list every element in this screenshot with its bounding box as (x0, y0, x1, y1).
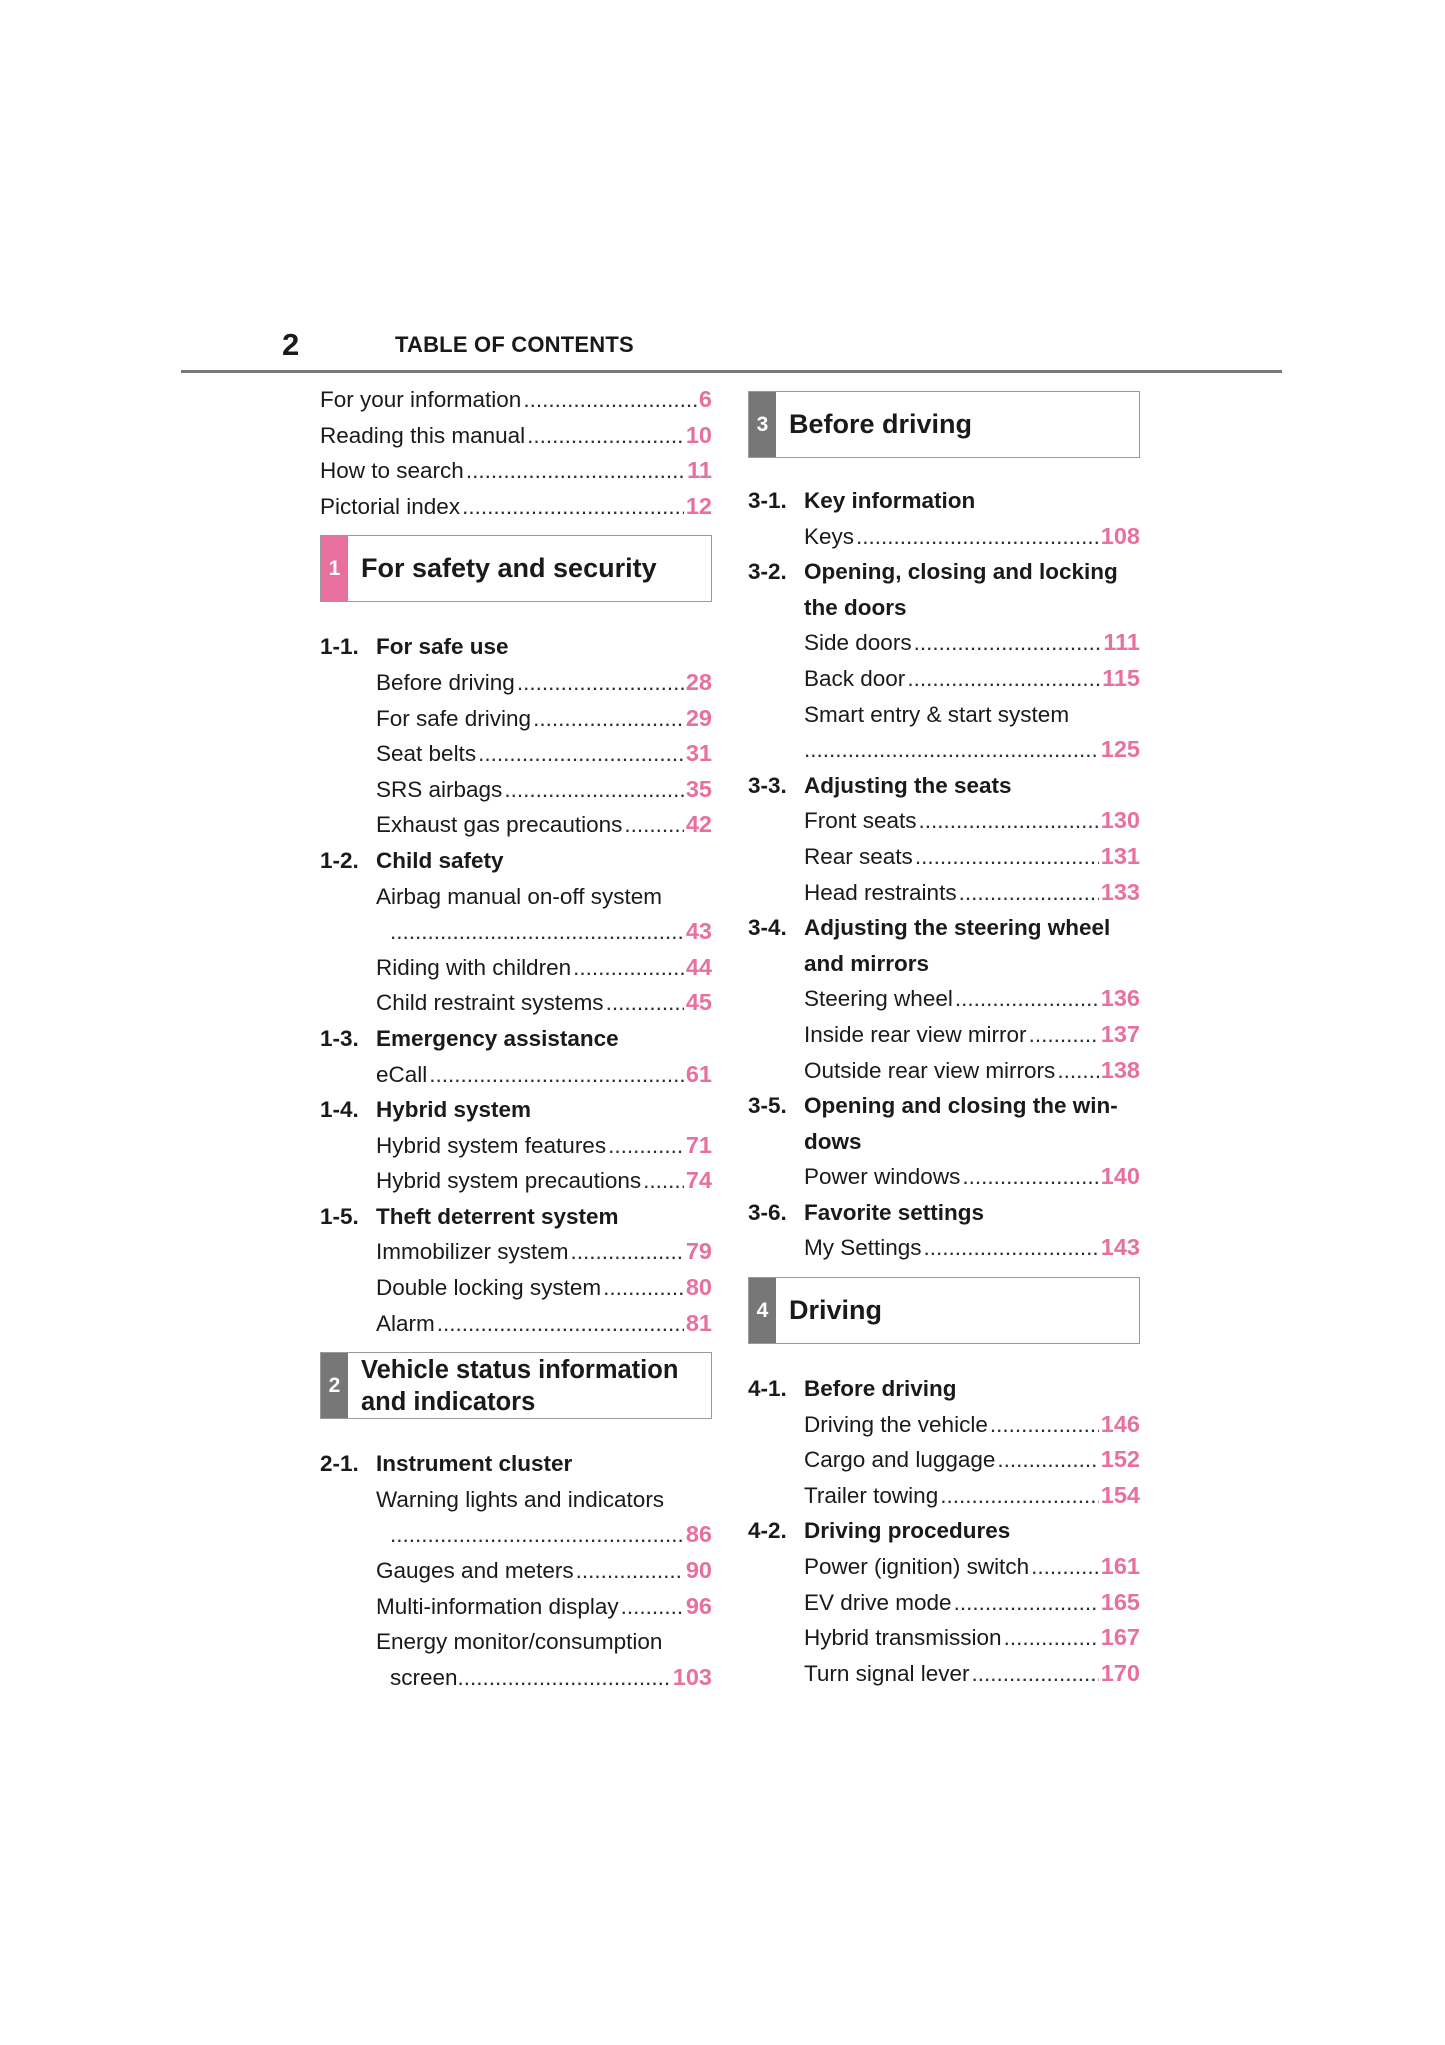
entry-page: 138 (1100, 1056, 1140, 1083)
entry-label: Head restraints (804, 879, 957, 905)
dot-leader (924, 1230, 1099, 1266)
entry-label: My Settings (804, 1235, 922, 1261)
entry-label: Immobilizer system (376, 1239, 569, 1265)
section-title: Adjusting the seats (804, 772, 1012, 798)
chapter-title-line: and indicators (361, 1387, 536, 1416)
section-heading[interactable] (748, 768, 1140, 804)
toc-entry[interactable] (748, 1053, 1140, 1089)
section-heading-continuation[interactable] (748, 946, 1140, 982)
entry-page: 35 (685, 775, 712, 802)
toc-entry[interactable] (748, 1159, 1140, 1195)
entry-label: Back door (804, 665, 906, 691)
entry-page: 133 (1100, 878, 1140, 905)
toc-entry-continuation[interactable] (320, 1660, 712, 1696)
dot-leader (919, 803, 1099, 839)
toc-entry[interactable] (748, 1549, 1140, 1585)
dot-leader (959, 875, 1099, 911)
dot-leader (462, 489, 684, 525)
dot-leader (429, 1057, 684, 1093)
toc-entry[interactable] (320, 453, 712, 489)
dot-leader (533, 701, 684, 737)
entry-label: SRS airbags (376, 776, 503, 802)
entry-page: 130 (1100, 807, 1140, 834)
entry-label: Steering wheel (804, 986, 953, 1012)
toc-entry[interactable] (748, 981, 1140, 1017)
toc-entry-continuation[interactable] (748, 732, 1140, 768)
entry-label: Energy monitor/consumption (376, 1629, 663, 1655)
entry-page: 86 (685, 1521, 712, 1548)
toc-entry-wrapped[interactable] (320, 1624, 712, 1660)
chapter-box-4[interactable] (748, 1277, 1140, 1344)
section-title: Before driving (804, 1376, 957, 1402)
section-number: 3-3. (748, 772, 787, 798)
section-number: 3-6. (748, 1199, 787, 1225)
entry-label: Driving the vehicle (804, 1411, 988, 1437)
entry-page: 111 (1103, 629, 1140, 656)
section-heading[interactable] (320, 1446, 712, 1482)
entry-page: 115 (1102, 664, 1140, 691)
dot-leader (624, 807, 683, 843)
dot-leader (940, 1478, 1099, 1514)
entry-label: Power windows (804, 1164, 961, 1190)
entry-label: How to search (320, 458, 464, 484)
dot-leader (527, 418, 684, 454)
section-number: 2-1. (320, 1451, 359, 1477)
section-number: 1-5. (320, 1203, 359, 1229)
chapter-title: Before driving (789, 409, 973, 439)
section-heading[interactable] (748, 1088, 1140, 1124)
chapter-number: 2 (321, 1353, 348, 1418)
dot-leader (972, 1656, 1099, 1692)
entry-label: Power (ignition) switch (804, 1554, 1030, 1580)
toc-entry[interactable] (748, 1656, 1140, 1692)
section-title: Instrument cluster (376, 1451, 573, 1477)
entry-page: 103 (672, 1663, 712, 1690)
toc-entry[interactable] (748, 1442, 1140, 1478)
dot-leader (1031, 1549, 1099, 1585)
toc-entry[interactable] (320, 1234, 712, 1270)
dot-leader (504, 772, 684, 808)
section-heading[interactable] (320, 629, 712, 665)
toc-entry[interactable] (748, 1585, 1140, 1621)
toc-entry[interactable] (320, 1163, 712, 1199)
entry-label: Before driving (376, 669, 515, 695)
toc-entry[interactable] (320, 1306, 712, 1342)
entry-label: Hybrid transmission (804, 1625, 1002, 1651)
section-title: Favorite settings (804, 1199, 985, 1225)
entry-page: 12 (685, 492, 712, 519)
toc-entry[interactable] (320, 1128, 712, 1164)
entry-label: Turn signal lever (804, 1660, 970, 1686)
entry-label: Pictorial index (320, 493, 461, 519)
entry-page: 90 (685, 1557, 712, 1584)
dot-leader (458, 1660, 671, 1696)
toc-entry-continuation[interactable] (320, 914, 712, 950)
section-title: Child safety (376, 847, 504, 873)
toc-entry[interactable] (320, 1057, 712, 1093)
dot-leader (603, 1270, 684, 1306)
section-title: the doors (804, 594, 907, 620)
section-title: dows (804, 1128, 862, 1154)
toc-entry-wrapped[interactable] (320, 879, 712, 915)
chapter-box-1[interactable] (320, 535, 712, 602)
toc-entry[interactable] (748, 803, 1140, 839)
entry-label: Keys (804, 523, 855, 549)
toc-entry[interactable] (320, 701, 712, 737)
dot-leader (915, 839, 1099, 875)
section-number: 3-2. (748, 559, 787, 585)
dot-leader (955, 981, 1099, 1017)
entry-label: Alarm (376, 1310, 435, 1336)
entry-page: 161 (1100, 1553, 1140, 1580)
entry-label: Child restraint systems (376, 990, 604, 1016)
toc-entry[interactable] (320, 489, 712, 525)
entry-page: 170 (1100, 1659, 1140, 1686)
entry-page: 79 (685, 1238, 712, 1265)
section-heading[interactable] (748, 1195, 1140, 1231)
toc-entry[interactable] (320, 1589, 712, 1625)
entry-label: Seat belts (376, 741, 477, 767)
dot-leader (390, 1517, 684, 1553)
dot-leader (523, 382, 697, 418)
section-heading[interactable] (748, 554, 1140, 590)
section-heading[interactable] (320, 1021, 712, 1057)
entry-page: 71 (685, 1131, 712, 1158)
section-number: 4-1. (748, 1376, 787, 1402)
section-title: Key information (804, 488, 976, 513)
entry-label: Riding with children (376, 954, 572, 980)
section-number: 1-1. (320, 634, 359, 660)
entry-page: 74 (685, 1167, 712, 1194)
dot-leader (907, 661, 1100, 697)
entry-page: 81 (685, 1309, 712, 1336)
dot-leader (437, 1306, 684, 1342)
toc-entry[interactable] (748, 1230, 1140, 1266)
entry-label: Rear seats (804, 843, 913, 869)
toc-entry[interactable] (320, 665, 712, 701)
chapter-title-line: Vehicle status information (361, 1355, 679, 1384)
dot-leader (954, 1585, 1099, 1621)
entry-label: eCall (376, 1061, 428, 1087)
entry-label: Airbag manual on-off system (376, 883, 662, 909)
chapter-box-3[interactable] (748, 391, 1140, 458)
section-title: Emergency assistance (376, 1025, 619, 1051)
entry-label: Side doors (804, 630, 912, 656)
section-heading[interactable] (320, 1092, 712, 1128)
dot-leader (571, 1234, 684, 1270)
dot-leader (856, 519, 1099, 555)
entry-page: 131 (1100, 842, 1140, 869)
dot-leader (606, 985, 684, 1021)
entry-page: 43 (685, 918, 712, 945)
entry-page: 96 (685, 1592, 712, 1619)
section-title: Opening, closing and locking (804, 559, 1118, 585)
toc-entry[interactable] (748, 839, 1140, 875)
toc-entry-continuation[interactable] (320, 1517, 712, 1553)
section-title: For safe use (376, 634, 509, 660)
chapter-title (348, 1353, 711, 1418)
entry-page: 45 (685, 989, 712, 1016)
dot-leader (962, 1159, 1098, 1195)
toc-left-column (320, 382, 712, 1695)
toc-entry[interactable] (748, 625, 1140, 661)
entry-label: Hybrid system features (376, 1132, 607, 1158)
entry-label: Multi-information display (376, 1593, 619, 1619)
section-heading[interactable] (748, 483, 1140, 519)
toc-entry-wrapped[interactable] (320, 1482, 712, 1518)
entry-label: Smart entry & start system (804, 701, 1070, 727)
entry-page: 44 (685, 953, 712, 980)
entry-page: 31 (685, 740, 712, 767)
toc-entry-wrapped[interactable] (748, 697, 1140, 733)
entry-label: Outside rear view mirrors (804, 1057, 1056, 1083)
toc-entry[interactable] (748, 1478, 1140, 1514)
entry-page: 29 (685, 704, 712, 731)
chapter-box-2[interactable] (320, 1352, 712, 1419)
entry-page: 152 (1100, 1446, 1140, 1473)
chapter-title: Driving (789, 1295, 883, 1326)
toc-entry[interactable] (748, 1407, 1140, 1443)
entry-page: 167 (1100, 1624, 1140, 1651)
section-number: 3-1. (748, 488, 787, 513)
entry-label: Exhaust gas precautions (376, 812, 623, 838)
entry-page: 137 (1100, 1020, 1140, 1047)
entry-page: 6 (698, 386, 712, 412)
entry-label: Inside rear view mirror (804, 1021, 1027, 1047)
entry-page: 125 (1100, 736, 1140, 763)
dot-leader (1057, 1053, 1098, 1089)
section-heading[interactable] (748, 1513, 1140, 1549)
toc-entry[interactable] (320, 1553, 712, 1589)
entry-label: Reading this manual (320, 422, 526, 448)
dot-leader (990, 1407, 1099, 1443)
entry-label: EV drive mode (804, 1589, 952, 1615)
section-title: Driving procedures (804, 1518, 1011, 1544)
section-heading[interactable] (748, 910, 1140, 946)
toc-entry[interactable] (748, 519, 1140, 555)
section-number: 1-4. (320, 1097, 359, 1123)
toc-entry[interactable] (320, 985, 712, 1021)
toc-right-column (748, 382, 1140, 1691)
toc-entry[interactable] (320, 736, 712, 772)
toc-entry[interactable] (320, 772, 712, 808)
dot-leader (643, 1163, 684, 1199)
toc-entry[interactable] (320, 382, 712, 418)
dot-leader (466, 453, 685, 489)
toc-entry[interactable] (748, 661, 1140, 697)
entry-page: 165 (1100, 1588, 1140, 1615)
entry-page: 143 (1100, 1234, 1140, 1261)
dot-leader (621, 1589, 684, 1625)
toc-entry[interactable] (320, 950, 712, 986)
entry-page: 10 (685, 421, 712, 448)
entry-page: 28 (685, 668, 712, 695)
entry-page: 61 (685, 1060, 712, 1087)
page-title: TABLE OF CONTENTS (395, 332, 634, 357)
entry-label: For safe driving (376, 705, 532, 731)
dot-leader (478, 736, 684, 772)
section-title: Opening and closing the win- (804, 1093, 1118, 1119)
entry-page: 108 (1100, 522, 1140, 549)
section-heading[interactable] (748, 1371, 1140, 1407)
section-heading[interactable] (320, 1199, 712, 1235)
toc-entry[interactable] (748, 875, 1140, 911)
entry-label: Cargo and luggage (804, 1447, 996, 1473)
entry-label: Double locking system (376, 1275, 602, 1301)
toc-entry[interactable] (320, 418, 712, 454)
entry-page: 11 (687, 457, 712, 484)
dot-leader (914, 625, 1102, 661)
entry-page: 146 (1100, 1410, 1140, 1437)
toc-entry[interactable] (320, 807, 712, 843)
chapter-number: 4 (749, 1278, 776, 1343)
section-heading-continuation[interactable] (748, 590, 1140, 626)
section-heading-continuation[interactable] (748, 1124, 1140, 1160)
toc-entry[interactable] (748, 1620, 1140, 1656)
dot-leader (390, 914, 684, 950)
entry-page: 136 (1100, 985, 1140, 1012)
section-number: 1-2. (320, 847, 359, 873)
dot-leader (1029, 1017, 1099, 1053)
section-number: 3-5. (748, 1093, 787, 1119)
dot-leader (573, 950, 684, 986)
entry-page: 42 (685, 811, 712, 838)
dot-leader (608, 1128, 684, 1164)
entry-label: screen (390, 1664, 458, 1690)
section-number: 1-3. (320, 1025, 359, 1051)
dot-leader (576, 1553, 684, 1589)
entry-label: Warning lights and indicators (376, 1486, 665, 1512)
entry-label: Hybrid system precautions (376, 1168, 642, 1194)
entry-label: For your information (320, 387, 522, 412)
section-title: and mirrors (804, 950, 930, 976)
chapter-number: 1 (321, 536, 348, 601)
entry-label: Trailer towing (804, 1482, 939, 1508)
page-number: 2 (282, 327, 300, 362)
toc-entry[interactable] (748, 1017, 1140, 1053)
section-title: Adjusting the steering wheel (804, 915, 1111, 941)
header-rule (181, 370, 1282, 373)
section-number: 3-4. (748, 915, 787, 941)
dot-leader (517, 665, 684, 701)
section-heading[interactable] (320, 843, 712, 879)
toc-entry[interactable] (320, 1270, 712, 1306)
entry-page: 80 (685, 1274, 712, 1301)
entry-page: 140 (1100, 1163, 1140, 1190)
dot-leader (997, 1442, 1098, 1478)
dot-leader (804, 732, 1099, 768)
section-title: Hybrid system (376, 1097, 532, 1123)
entry-label: Front seats (804, 808, 917, 834)
chapter-title: For safety and security (361, 553, 657, 584)
dot-leader (1004, 1620, 1099, 1656)
section-title: Theft deterrent system (376, 1203, 619, 1229)
chapter-number: 3 (749, 392, 776, 457)
entry-label: Gauges and meters (376, 1558, 574, 1584)
entry-page: 154 (1100, 1481, 1140, 1508)
section-number: 4-2. (748, 1518, 787, 1544)
